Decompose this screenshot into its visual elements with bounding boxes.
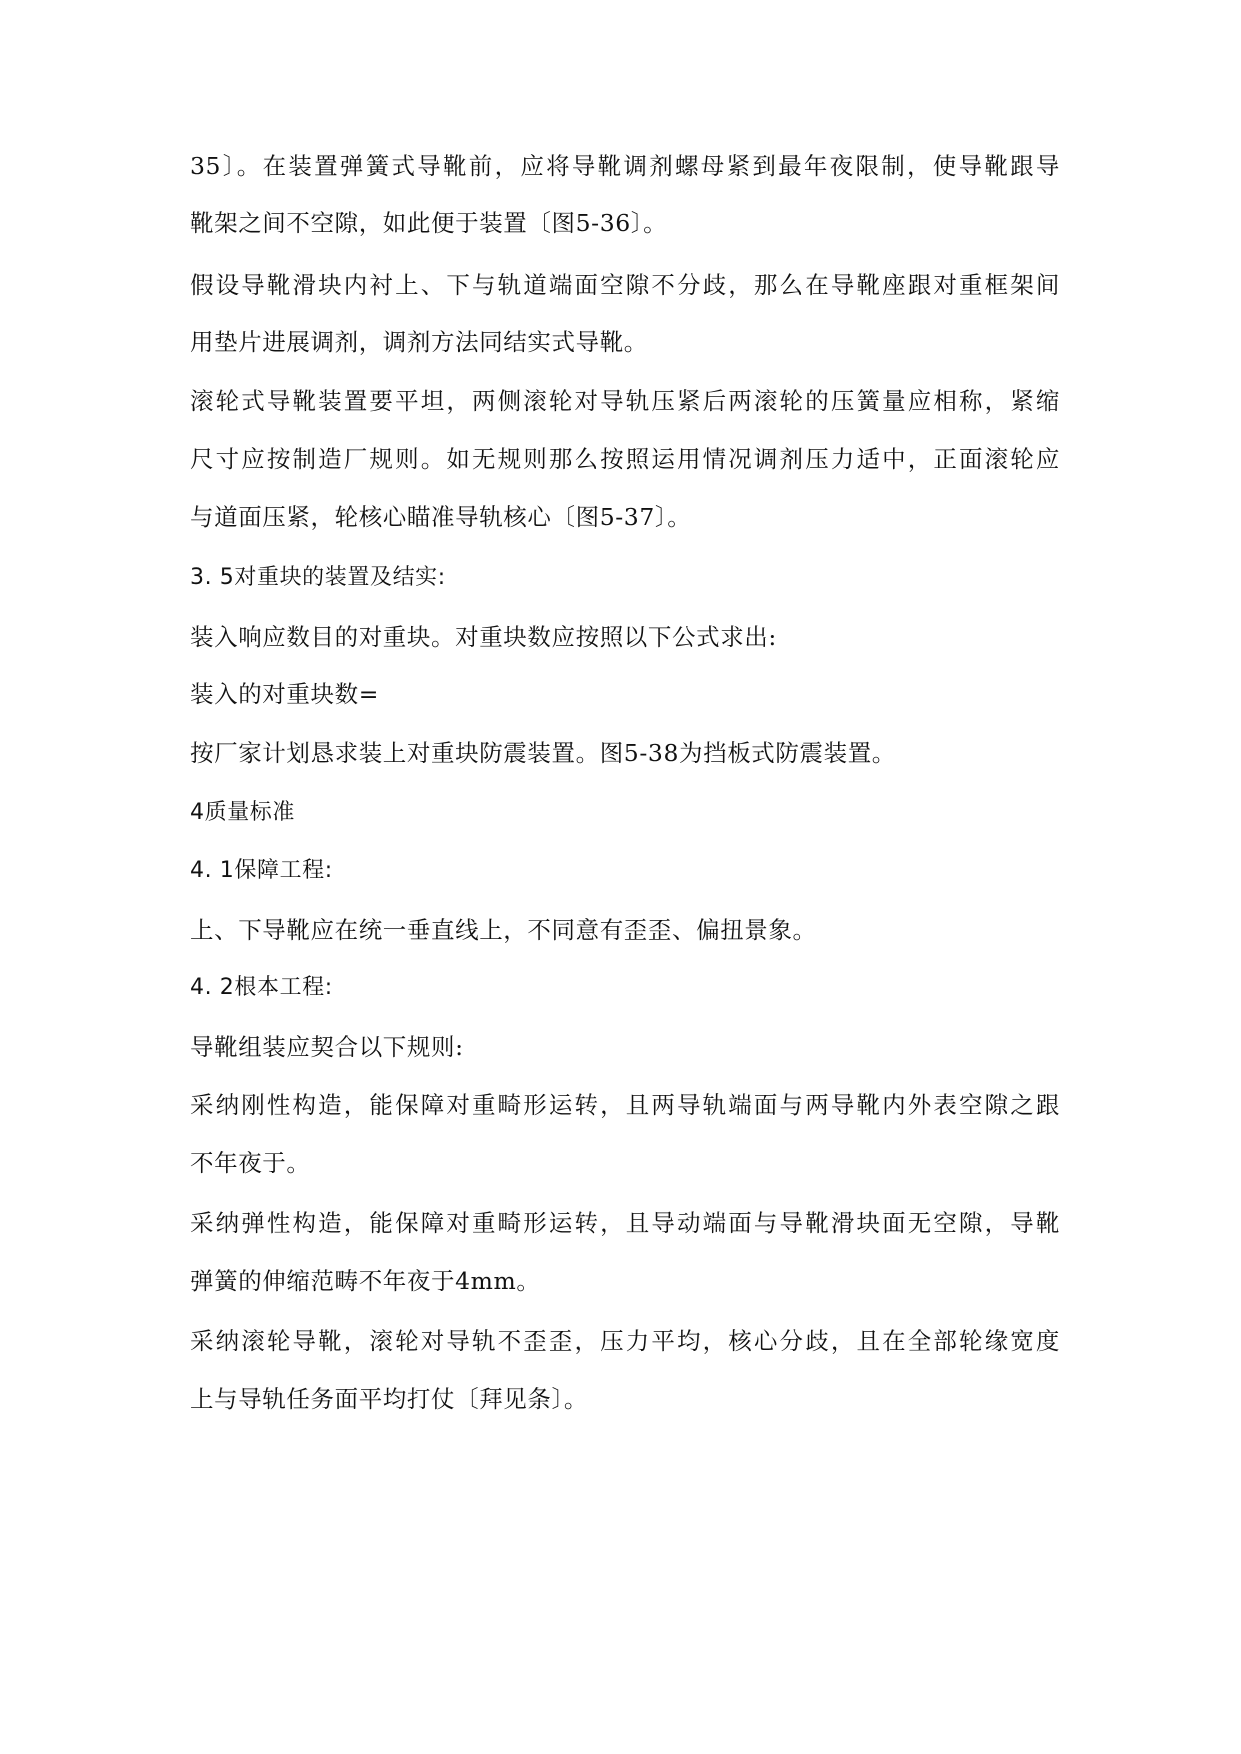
paragraph-line: 采纳刚性构造，能保障对重畸形运转，且两导轨端面与两导靴内外表空隙之跟	[190, 1091, 1060, 1119]
paragraph-line: 尺寸应按制造厂规则。如无规则那么按照运用情况调剂压力适中，正面滚轮应	[190, 445, 1060, 473]
paragraph-line: 假设导靴滑块内衬上、下与轨道端面空隙不分歧，那么在导靴座跟对重框架间	[190, 271, 1060, 299]
paragraph-line: 弹簧的伸缩范畴不年夜于4mm。	[190, 1267, 541, 1295]
paragraph-line: 上、下导靴应在统一垂直线上，不同意有歪歪、偏扭景象。	[190, 916, 817, 944]
paragraph-line: 采纳弹性构造，能保障对重畸形运转，且导动端面与导靴滑块面无空隙，导靴	[190, 1209, 1060, 1237]
section-heading: 4质量标准	[190, 800, 295, 825]
paragraph-line: 与道面压紧，轮核心瞄准导轨核心〔图5-37〕。	[190, 503, 692, 531]
section-heading: 3. 5对重块的装置及结实:	[190, 565, 446, 590]
section-heading: 4. 1保障工程:	[190, 858, 333, 883]
paragraph-line: 导靴组装应契合以下规则:	[190, 1033, 464, 1061]
paragraph-line: 滚轮式导靴装置要平坦，两侧滚轮对导轨压紧后两滚轮的压簧量应相称，紧缩	[190, 387, 1060, 415]
paragraph-line: 上与导轨任务面平均打仗〔拜见条〕。	[190, 1385, 588, 1413]
paragraph-line: 35〕。在装置弹簧式导靴前，应将导靴调剂螺母紧到最年夜限制，使导靴跟导	[190, 152, 1060, 180]
paragraph-line: 装入的对重块数=	[190, 680, 379, 708]
section-heading: 4. 2根本工程:	[190, 975, 333, 1000]
paragraph-line: 按厂家计划恳求装上对重块防震装置。图5-38为挡板式防震装置。	[190, 739, 896, 767]
paragraph-line: 采纳滚轮导靴，滚轮对导轨不歪歪，压力平均，核心分歧，且在全部轮缘宽度	[190, 1327, 1060, 1355]
paragraph-line: 不年夜于。	[190, 1149, 311, 1177]
paragraph-line: 用垫片进展调剂，调剂方法同结实式导靴。	[190, 328, 648, 356]
paragraph-line: 靴架之间不空隙，如此便于装置〔图5-36〕。	[190, 209, 668, 237]
paragraph-line: 装入响应数目的对重块。对重块数应按照以下公式求出:	[190, 623, 777, 651]
